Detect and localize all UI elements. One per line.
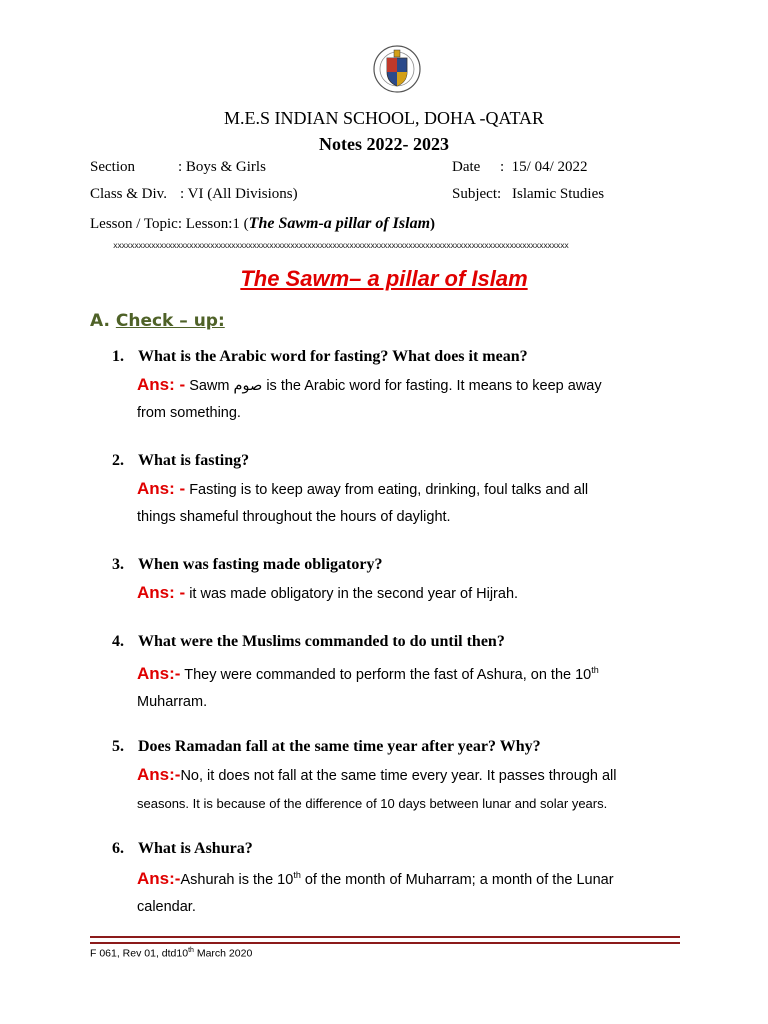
- answer-2: [137, 475, 697, 531]
- date-value: : 15/ 04/ 2022: [500, 159, 588, 175]
- footer-reference: [90, 947, 252, 960]
- section-value: : Boys & Girls: [178, 159, 266, 175]
- answer-text: Muharram.: [137, 693, 208, 710]
- question-number: 6.: [112, 840, 124, 857]
- separator-line: xxxxxxxxxxxxxxxxxxxxxxxxxxxxxxxxxxxxxxxxxxxxxxxxxxxxxxxxxxxxxxxxxxxxxxxxxxxxxxxxxxxxxxxxxxxxxxxxxxxxxxxxxxxx: [113, 241, 569, 250]
- question-text: When was fasting made obligatory?: [138, 556, 383, 573]
- date-label: Date: [452, 159, 481, 175]
- lesson-topic-title: The Sawm-a pillar of Islam: [248, 215, 431, 232]
- answer-text: Ashurah is the 10: [180, 871, 294, 888]
- question-number: 2.: [112, 452, 124, 469]
- answer-text: from something.: [137, 405, 241, 421]
- section-label: Section: [90, 159, 135, 175]
- question-text: What were the Muslims commanded to do until then?: [138, 633, 505, 650]
- section-text: Check – up:: [115, 311, 225, 331]
- answer-text: it was made obligatory in the second year of Hijrah.: [185, 586, 519, 602]
- question-5: [112, 738, 541, 756]
- answer-text: calendar.: [137, 898, 196, 915]
- answer-text: No, it does not fall at the same time every year. It passes through all: [180, 768, 617, 784]
- answer-5: [137, 761, 697, 817]
- answer-text: Sawm صوم is the Arabic word for fasting. It means to keep away: [185, 378, 602, 394]
- question-6: [112, 840, 253, 858]
- question-3: [112, 556, 382, 574]
- answer-4: [137, 657, 697, 716]
- school-name: M.E.S INDIAN SCHOOL, DOHA -QATAR: [223, 108, 545, 128]
- superscript: th: [293, 870, 301, 880]
- question-number: 1.: [112, 348, 124, 365]
- question-text: What is Ashura?: [138, 840, 253, 857]
- subject-label: Subject:: [452, 186, 502, 202]
- question-4: [112, 633, 505, 651]
- answer-label: Ans: -: [137, 479, 186, 498]
- section-heading: [90, 311, 225, 331]
- answer-6: [137, 862, 697, 921]
- question-2: [112, 452, 249, 470]
- question-number: 5.: [112, 738, 124, 755]
- footer-text: F 061, Rev 01, dtd10: [90, 947, 189, 960]
- footer-divider: [90, 936, 680, 944]
- answer-text: things shameful throughout the hours of daylight.: [137, 509, 451, 525]
- class-value: : VI (All Divisions): [180, 186, 298, 202]
- subject-value: Islamic Studies: [512, 186, 605, 202]
- page-title: The Sawm– a pillar of Islam: [240, 266, 528, 291]
- question-text: Does Ramadan fall at the same time year after year? Why?: [138, 738, 541, 755]
- answer-text: seasons. It is because of the difference of 10 days between lunar and solar years.: [137, 796, 608, 811]
- superscript: th: [188, 947, 194, 954]
- lesson-prefix: Lesson / Topic: Lesson:1 (: [90, 216, 249, 232]
- answer-label: Ans:-: [137, 663, 181, 683]
- question-1: [112, 348, 528, 366]
- answer-1: [137, 371, 697, 427]
- superscript: th: [591, 665, 599, 675]
- answer-text: of the month of Muharram; a month of the Lunar: [300, 871, 614, 888]
- lesson-topic: [90, 215, 435, 233]
- class-label: Class & Div.: [90, 186, 167, 202]
- footer-text: March 2020: [193, 947, 253, 960]
- notes-year: Notes 2022- 2023: [319, 134, 449, 154]
- school-crest-icon: [372, 44, 422, 96]
- answer-label: Ans:-: [137, 765, 181, 784]
- lesson-suffix: ): [430, 216, 436, 232]
- answer-label: Ans: -: [137, 583, 186, 602]
- section-letter: A.: [90, 311, 110, 331]
- question-text: What is the Arabic word for fasting? What does it mean?: [138, 348, 528, 365]
- question-number: 4.: [112, 633, 124, 650]
- answer-text: Fasting is to keep away from eating, drinking, foul talks and all: [185, 482, 589, 498]
- question-number: 3.: [112, 556, 124, 573]
- answer-3: [137, 579, 697, 608]
- question-text: What is fasting?: [138, 452, 250, 469]
- answer-text: They were commanded to perform the fast of Ashura, on the 10: [180, 666, 592, 683]
- answer-label: Ans:-: [137, 868, 181, 888]
- answer-label: Ans: -: [137, 375, 186, 394]
